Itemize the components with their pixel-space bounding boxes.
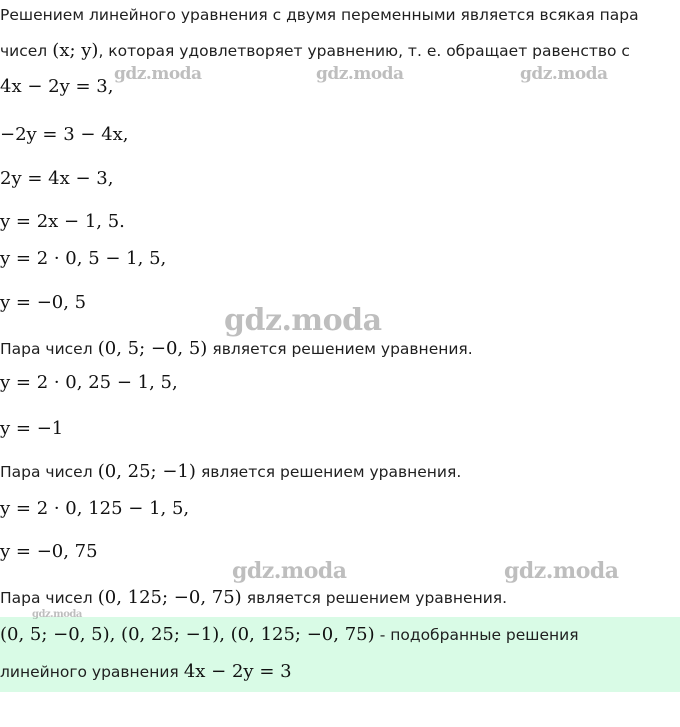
step-8: y = 2 · 0, 125 − 1, 5, — [0, 498, 190, 519]
step-6: y = 2 · 0, 25 − 1, 5, — [0, 372, 178, 393]
intro-line-1: Решением линейного уравнения с двумя переменными является всякая пара — [0, 6, 639, 24]
step-3: y = 2x − 1, 5. — [0, 211, 125, 232]
step-1: −2y = 3 − 4x, — [0, 124, 129, 145]
answer-pairs: (0, 5; −0, 5), (0, 25; −1), (0, 125; −0, 75) — [0, 624, 375, 645]
answer-line-1 — [0, 624, 579, 645]
step-9: y = −0, 75 — [0, 541, 98, 562]
pair2-suffix: является решением уравнения. — [200, 463, 462, 481]
step-4: y = 2 · 0, 5 − 1, 5, — [0, 248, 167, 269]
answer-text-2: линейного уравнения — [0, 663, 179, 681]
watermark-logo: gdz.moda — [32, 609, 82, 620]
answer-text-1: - подобранные решения — [379, 626, 579, 644]
pair3-suffix: является решением уравнения. — [246, 589, 508, 607]
pair3-value: (0, 125; −0, 75) — [97, 587, 242, 608]
pair1-value: (0, 5; −0, 5) — [97, 338, 208, 359]
watermark-logo: gdz.moda — [504, 558, 619, 584]
step-2: 2y = 4x − 3, — [0, 168, 114, 189]
step-7: y = −1 — [0, 418, 64, 439]
pair2-prefix: Пара чисел — [0, 463, 93, 481]
watermark-logo: gdz.moda — [316, 64, 404, 84]
watermark-logo: gdz.moda — [114, 64, 202, 84]
pair2-value: (0, 25; −1) — [97, 461, 196, 482]
pair3-prefix: Пара чисел — [0, 589, 93, 607]
watermark-logo: gdz.moda — [232, 558, 347, 584]
intro-text-a: чисел — [0, 42, 48, 60]
answer-equation: 4x − 2y = 3 — [183, 661, 292, 682]
pair1-prefix: Пара чисел — [0, 340, 93, 358]
intro-text-b: , которая удовлетворяет уравнению, т. е. обращает равенство с — [98, 42, 630, 60]
watermark-logo: gdz.moda — [520, 64, 608, 84]
intro-line-2 — [0, 40, 630, 61]
pair1-suffix: является решением уравнения. — [212, 340, 473, 358]
pair-statement-2 — [0, 461, 461, 482]
step-5: y = −0, 5 — [0, 292, 87, 313]
intro-pair: (x; y) — [52, 40, 99, 61]
equation-main: 4x − 2y = 3, — [0, 76, 114, 97]
watermark-logo: gdz.moda — [224, 303, 382, 338]
answer-line-2 — [0, 661, 292, 682]
pair-statement-3 — [0, 587, 507, 608]
pair-statement-1 — [0, 338, 473, 359]
